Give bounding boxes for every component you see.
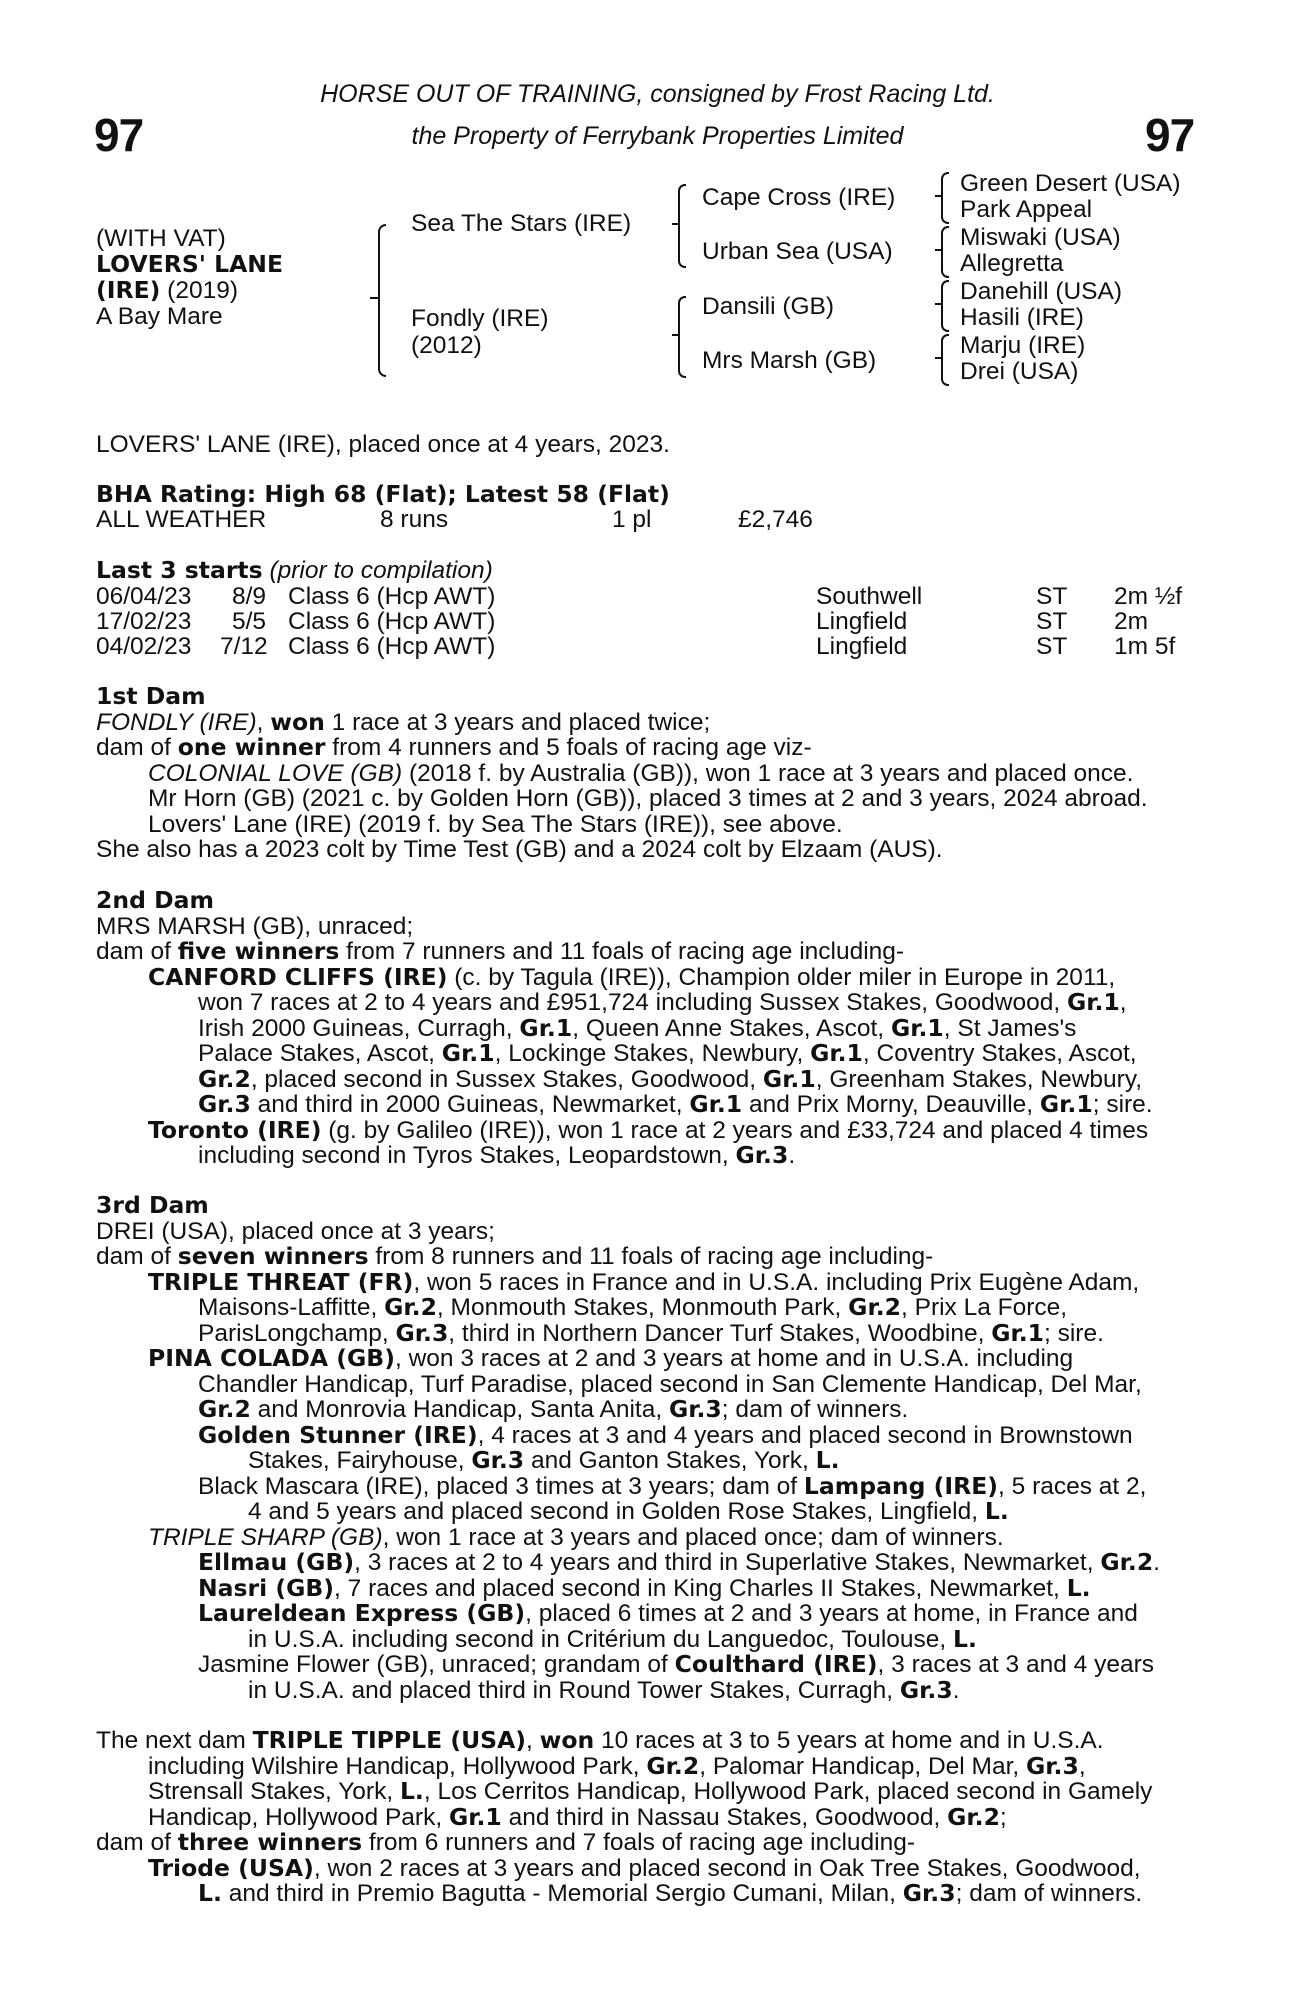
produce-continuation <box>96 1881 1203 1907</box>
race-summary: LOVERS' LANE (IRE), placed once at 4 years, 2023. <box>96 431 670 458</box>
text: 1 race at 3 years and placed twice; <box>324 708 711 736</box>
ggd-1: Park Appeal <box>960 196 1093 223</box>
earnings: £2,746 <box>738 506 813 533</box>
produce-entry <box>96 1115 1203 1144</box>
text: , Prix La Force, <box>900 1294 1068 1321</box>
start-distance: 1m 5f <box>1114 633 1176 660</box>
text: , Coventry Stakes, Ascot, <box>862 1040 1137 1067</box>
produce-entry <box>96 1267 1203 1296</box>
runs: 8 runs <box>380 506 449 533</box>
grade: Gr.2 <box>198 1064 251 1093</box>
produce-continuation <box>96 1013 1203 1042</box>
last3-title: Last 3 starts <box>96 556 263 584</box>
text: including Wilshire Handicap, Hollywood Park, <box>148 1752 647 1780</box>
start-course: Southwell <box>816 583 923 610</box>
text: and Prix Morny, Deauville, <box>742 1091 1040 1118</box>
dam-brace-point <box>672 334 680 336</box>
text: from 7 runners and 11 foals of racing age including- <box>339 938 905 965</box>
text: from 4 runners and 5 foals of racing age viz- <box>325 734 812 761</box>
grade: Gr.1 <box>810 1039 863 1067</box>
last3-note: (prior to compilation) <box>262 557 493 584</box>
text: won 7 races at 2 to 4 years and £951,724 including Sussex Stakes, Goodwood, <box>198 989 1067 1016</box>
grade: L. <box>815 1446 840 1474</box>
dam-year: (2012) <box>411 332 482 359</box>
text: , Queen Anne Stakes, Ascot, <box>572 1014 891 1042</box>
lot-number-right: 97 <box>1145 109 1195 161</box>
g2-brace-point <box>935 249 943 251</box>
first-dam-section <box>96 684 1203 863</box>
grade: Gr.3 <box>1026 1751 1079 1780</box>
dam-brace <box>678 296 686 378</box>
produce-continuation <box>96 1143 1203 1169</box>
grade: L. <box>984 1497 1009 1525</box>
text: and third in Nassau Stakes, Goodwood, <box>501 1803 948 1831</box>
text: dam of <box>96 1829 178 1856</box>
start-going: ST <box>1036 583 1068 610</box>
text: , St James's <box>943 1014 1077 1042</box>
grade: Gr.2 <box>947 1802 1000 1831</box>
start-distance: 2m ½f <box>1114 583 1183 610</box>
horse-description: A Bay Mare <box>96 303 223 330</box>
grade: Gr.3 <box>668 1395 722 1423</box>
second-dam-produce-line <box>96 939 1203 965</box>
produce-continuation <box>96 1092 1203 1118</box>
grade: Gr.2 <box>384 1293 437 1321</box>
next-dam-continuation <box>96 1751 1203 1780</box>
produce-entry <box>96 1420 1203 1449</box>
property-line: the Property of Ferrybank Properties Limited <box>411 122 904 150</box>
produce-continuation <box>96 1318 1203 1347</box>
start-row <box>0 634 1315 660</box>
surface: ALL WEATHER <box>96 506 267 533</box>
text: , Greenham Stakes, Newbury, <box>815 1065 1143 1093</box>
bha-rating: BHA Rating: High 68 (Flat); Latest 58 (Flat) <box>96 480 670 508</box>
grade: Gr.3 <box>471 1446 525 1474</box>
grade: Gr.1 <box>991 1318 1044 1347</box>
sire-brace <box>678 184 686 268</box>
text: dam of <box>96 734 178 761</box>
grade: L. <box>1066 1573 1091 1602</box>
text: , Los Cerritos Handicap, Hollywood Park, placed second in Gamely <box>423 1778 1153 1805</box>
text: 10 races at 3 to 5 years at home and in U.S.A. <box>594 1727 1104 1754</box>
ggs-3: Danehill (USA) <box>960 278 1123 305</box>
text: in U.S.A. including second in Critérium du Languedoc, Toulouse, <box>248 1625 954 1653</box>
produce-continuation: Chandler Handicap, Turf Paradise, placed second in San Clemente Handicap, Del Mar, <box>198 1370 1142 1398</box>
produce-name: Toronto (IRE) <box>148 1115 322 1144</box>
dam-name: TRIPLE TIPPLE (USA) <box>252 1726 527 1754</box>
g2-brace <box>941 226 949 278</box>
produce-name: Golden Stunner (IRE) <box>198 1420 478 1449</box>
start-row <box>0 584 1315 610</box>
text: Maisons-Laffitte, <box>198 1294 385 1321</box>
start-row <box>0 609 1315 635</box>
produce-continuation <box>96 1499 1203 1525</box>
text: ; sire. <box>1044 1319 1104 1347</box>
text: Jasmine Flower (GB), unraced; grandam of <box>198 1651 675 1678</box>
produce-entry <box>96 1652 1203 1678</box>
text: . <box>1153 1549 1160 1576</box>
start-date: 04/02/23 <box>96 633 192 660</box>
sire-brace-point <box>672 223 680 225</box>
grade: Gr.3 <box>395 1318 449 1347</box>
lot-number-left: 97 <box>94 109 144 161</box>
grade: Gr.3 <box>735 1141 789 1169</box>
won-label: won <box>539 1726 595 1754</box>
pedigree-brace <box>378 224 386 377</box>
produce-entry <box>96 962 1203 991</box>
g3-brace-point <box>935 303 943 305</box>
produce-entry <box>96 1550 1203 1576</box>
start-race: Class 6 (Hcp AWT) <box>288 583 496 610</box>
text: from 8 runners and 11 foals of racing age including- <box>368 1243 934 1270</box>
text: Irish 2000 Guineas, Curragh, <box>198 1014 520 1042</box>
sire: Sea The Stars (IRE) <box>411 210 632 237</box>
start-date: 17/02/23 <box>96 608 192 635</box>
text: , won 3 races at 2 and 3 years at home and in U.S.A. including <box>394 1345 1074 1372</box>
second-dam-line: MRS MARSH (GB), unraced; <box>96 912 414 940</box>
produce-continuation <box>96 1295 1203 1321</box>
text: 4 and 5 years and placed second in Golden Rose Stakes, Lingfield, <box>248 1498 985 1525</box>
g4-brace-point <box>935 357 943 359</box>
maternal-grandsire: Dansili (GB) <box>702 293 835 320</box>
produce-name: COLONIAL LOVE (GB) <box>148 759 403 787</box>
ggs-1: Green Desert (USA) <box>960 170 1181 197</box>
next-dam-continuation <box>96 1779 1203 1805</box>
text: ; sire. <box>1092 1091 1153 1118</box>
grade: Gr.3 <box>899 1675 953 1704</box>
ggd-3: Hasili (IRE) <box>960 304 1084 331</box>
text: The next dam <box>96 1727 253 1754</box>
produce-name: Triode (USA) <box>148 1853 314 1882</box>
start-going: ST <box>1036 633 1068 660</box>
text: and third in 2000 Guineas, Newmarket, <box>250 1091 690 1118</box>
text: , Monmouth Stakes, Monmouth Park, <box>436 1294 849 1321</box>
winners-count: seven winners <box>177 1242 369 1270</box>
ggd-4: Drei (USA) <box>960 358 1079 385</box>
grade: Gr.1 <box>441 1039 495 1067</box>
produce-entry <box>96 1601 1203 1627</box>
dam-name: FONDLY (IRE) <box>96 708 257 736</box>
third-dam-line: DREI (USA), placed once at 3 years; <box>96 1217 495 1245</box>
produce-name: Lampang (IRE) <box>803 1471 999 1500</box>
dam: Fondly (IRE) <box>411 305 549 332</box>
produce-name: Nasri (GB) <box>198 1573 335 1602</box>
second-dam-section <box>96 888 1203 1169</box>
text: and Ganton Stakes, York, <box>524 1447 816 1474</box>
text: ; dam of winners. <box>955 1880 1143 1907</box>
g1-brace-point <box>935 195 943 197</box>
text: ; <box>999 1803 1007 1831</box>
ggd-2: Allegretta <box>960 250 1064 277</box>
produce-name: Coulthard (IRE) <box>674 1650 878 1678</box>
grade: L. <box>198 1879 222 1907</box>
maternal-granddam: Mrs Marsh (GB) <box>702 347 877 374</box>
next-dam-line <box>96 1728 1203 1754</box>
produce-entry <box>96 1853 1203 1882</box>
produce-entry: Lovers' Lane (IRE) (2019 f. by Sea The Stars (IRE)), see above. <box>148 810 843 838</box>
produce-entry <box>96 1573 1203 1602</box>
produce-name: Ellmau (GB) <box>198 1548 355 1576</box>
pedigree-brace-point <box>370 297 378 299</box>
grade: Gr.2 <box>646 1751 700 1780</box>
text: , third in Northern Dancer Turf Stakes, Woodbine, <box>448 1319 992 1347</box>
start-position: 5/5 <box>232 608 267 635</box>
text: , <box>526 1727 540 1754</box>
last3-heading <box>96 558 493 584</box>
grade: Gr.2 <box>198 1395 251 1423</box>
produce-continuation <box>96 1448 1203 1474</box>
first-dam-line <box>96 707 1203 736</box>
start-position: 8/9 <box>232 583 267 610</box>
grade: L. <box>953 1624 977 1653</box>
placed: 1 pl <box>612 506 652 533</box>
text: (c. by Tagula (IRE)), Champion older miler in Europe in 2011, <box>447 963 1116 991</box>
text: (2018 f. by Australia (GB)), won 1 race at 3 years and placed once. <box>402 759 1134 787</box>
produce-entry: Mr Horn (GB) (2021 c. by Golden Horn (GB)), placed 3 times at 2 and 3 years, 2024 abroad. <box>148 785 1148 812</box>
start-race: Class 6 (Hcp AWT) <box>288 633 496 660</box>
first-dam-produce-line <box>96 735 1203 761</box>
grade: Gr.1 <box>1066 988 1120 1016</box>
vat-note: (WITH VAT) <box>96 225 226 252</box>
grade: Gr.1 <box>762 1064 816 1093</box>
produce-entry <box>96 1471 1203 1500</box>
text: , 7 races and placed second in King Charles II Stakes, Newmarket, <box>334 1574 1067 1602</box>
third-dam-produce-line <box>96 1244 1203 1270</box>
start-position: 7/12 <box>220 633 268 660</box>
start-date: 06/04/23 <box>96 583 192 610</box>
produce-entry <box>96 761 1203 787</box>
text: in U.S.A. and placed third in Round Tower Stakes, Curragh, <box>248 1676 900 1704</box>
text: from 6 runners and 7 foals of racing age including- <box>362 1829 916 1856</box>
third-dam-title: 3rd Dam <box>96 1191 209 1219</box>
grade: Gr.1 <box>890 1013 944 1042</box>
grade: L. <box>399 1777 424 1805</box>
grade: Gr.1 <box>689 1090 743 1118</box>
g1-brace <box>941 172 949 224</box>
text: , Palomar Handicap, Del Mar, <box>699 1752 1027 1780</box>
paternal-granddam: Urban Sea (USA) <box>702 238 893 265</box>
third-dam-section <box>96 1193 1203 1703</box>
text: ParisLongchamp, <box>198 1319 396 1347</box>
produce-name: CANFORD CLIFFS (IRE) <box>148 962 448 991</box>
produce-name: Laureldean Express (GB) <box>198 1599 526 1627</box>
text: , won 5 races in France and in U.S.A. including Prix Eugène Adam, <box>413 1268 1140 1296</box>
second-dam-title: 2nd Dam <box>96 886 214 914</box>
horse-origin-year <box>96 278 238 304</box>
text: , 3 races at 3 and 4 years <box>877 1651 1155 1678</box>
text: , won 2 races at 3 years and placed second in Oak Tree Stakes, Goodwood, <box>313 1854 1141 1882</box>
text: , won 1 race at 3 years and placed once; dam of winners. <box>382 1523 1004 1551</box>
text: , Lockinge Stakes, Newbury, <box>494 1040 811 1067</box>
text: , 3 races at 2 to 4 years and third in Superlative Stakes, Newmarket, <box>354 1549 1101 1576</box>
text: Handicap, Hollywood Park, <box>148 1803 449 1831</box>
g3-brace <box>941 280 949 332</box>
text: , 4 races at 3 and 4 years and placed second in Brownstown <box>477 1421 1133 1449</box>
text: , <box>256 708 271 736</box>
text: , placed 6 times at 2 and 3 years at home, in France and <box>525 1600 1138 1627</box>
produce-continuation <box>96 1624 1203 1653</box>
winners-count: three winners <box>177 1828 363 1856</box>
produce-entry <box>96 1346 1203 1372</box>
ggs-4: Marju (IRE) <box>960 332 1086 359</box>
ggs-2: Miswaki (USA) <box>960 224 1121 251</box>
text: Black Mascara (IRE), placed 3 times at 3 years; dam of <box>198 1472 804 1500</box>
start-course: Lingfield <box>816 633 908 660</box>
grade: Gr.1 <box>448 1802 502 1831</box>
produce-continuation <box>96 990 1203 1016</box>
produce-continuation <box>96 1041 1203 1067</box>
horse-year: (2019) <box>160 277 239 304</box>
grade: Gr.2 <box>1100 1548 1154 1576</box>
produce-name: PINA COLADA (GB) <box>148 1344 395 1372</box>
text: dam of <box>96 1243 178 1270</box>
start-going: ST <box>1036 608 1068 635</box>
text: . <box>788 1142 796 1169</box>
text: , <box>1119 989 1127 1016</box>
start-course: Lingfield <box>816 608 908 635</box>
produce-continuation <box>96 1675 1203 1704</box>
next-dam-produce-line <box>96 1830 1203 1856</box>
produce-continuation <box>96 1397 1203 1423</box>
grade: Gr.1 <box>519 1013 573 1042</box>
start-race: Class 6 (Hcp AWT) <box>288 608 496 635</box>
text: , <box>1078 1752 1086 1780</box>
produce-name: TRIPLE SHARP (GB) <box>148 1523 383 1551</box>
text: ; dam of winners. <box>721 1396 909 1423</box>
winners-count: one winner <box>177 733 326 761</box>
text: including second in Tyros Stakes, Leopardstown, <box>198 1142 736 1169</box>
text: Palace Stakes, Ascot, <box>198 1040 442 1067</box>
horse-name: LOVERS' LANE <box>96 250 284 278</box>
grade: Gr.1 <box>1039 1090 1093 1118</box>
other-foals-line: She also has a 2023 colt by Time Test (GB) and a 2024 colt by Elzaam (AUS). <box>96 836 943 863</box>
start-distance: 2m <box>1114 608 1149 635</box>
grade: Gr.3 <box>902 1879 956 1907</box>
won-label: won <box>270 707 325 736</box>
horse-origin: (IRE) <box>96 276 161 304</box>
text: and Monrovia Handicap, Santa Anita, <box>250 1396 669 1423</box>
grade: Gr.3 <box>198 1090 251 1118</box>
text: (g. by Galileo (IRE)), won 1 race at 2 years and £33,724 and placed 4 times <box>321 1116 1149 1144</box>
text: , placed second in Sussex Stakes, Goodwood, <box>250 1065 763 1093</box>
g4-brace <box>941 334 949 386</box>
winners-count: five winners <box>177 937 340 965</box>
produce-name: TRIPLE THREAT (FR) <box>148 1267 414 1296</box>
produce-entry <box>96 1525 1203 1551</box>
next-dam-continuation <box>96 1802 1203 1831</box>
text: dam of <box>96 938 178 965</box>
next-dam-section <box>96 1728 1203 1907</box>
text: , 5 races at 2, <box>998 1472 1147 1500</box>
text: and third in Premio Bagutta - Memorial Sergio Cumani, Milan, <box>221 1880 903 1907</box>
produce-continuation <box>96 1064 1203 1093</box>
text: . <box>952 1676 960 1704</box>
first-dam-title: 1st Dam <box>96 682 206 710</box>
consignor-line: HORSE OUT OF TRAINING, consigned by Frost Racing Ltd. <box>320 80 995 108</box>
text: Strensall Stakes, York, <box>148 1778 400 1805</box>
text: Stakes, Fairyhouse, <box>248 1447 472 1474</box>
paternal-grandsire: Cape Cross (IRE) <box>702 184 896 211</box>
grade: Gr.2 <box>848 1293 901 1321</box>
